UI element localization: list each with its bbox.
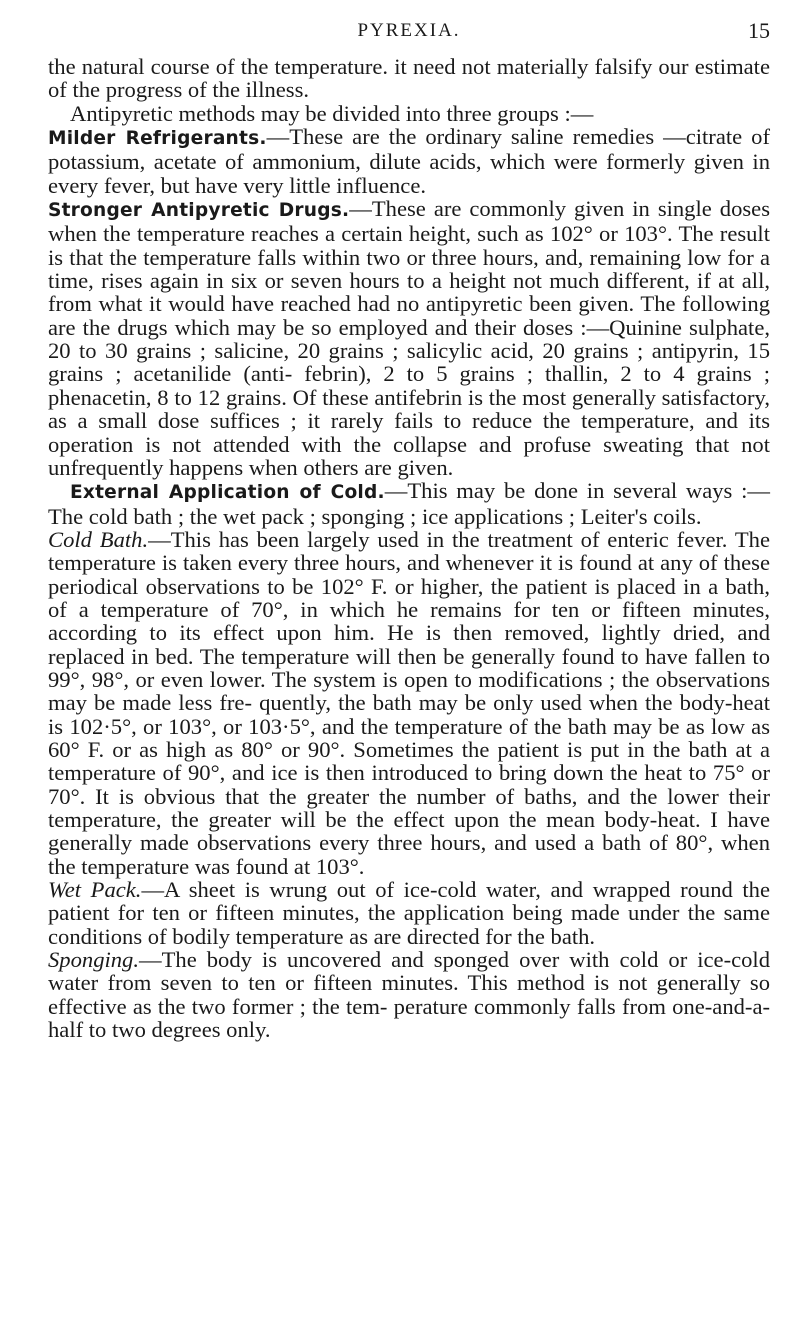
section-text: —This may be done in several ways :—The cold bath ; the wet pack ; sponging ; ice applications ; Leiter's coils.	[48, 478, 770, 529]
section-heading: Milder Refrigerants.	[48, 128, 267, 150]
subsection-sponging	[48, 948, 770, 1041]
section-text: —These are commonly given in single doses when the temperature reaches a certain height, such as 102° or 103°. The result is that the temperature falls within two or three hours, and, remaining low for a time, rises again in six or seven hours to a height not much different, if at all, from what it would have reached had no antipyretic been given. The following are the drugs which may be so employed and their doses :—Quinine sulphate, 20 to 30 grains ; salicine, 20 grains ; salicylic acid, 20 grains ; antipyrin, 15 grains ; acetanilide (anti- febrin), 2 to 5 grains ; thallin, 2 to 4 grains ; phenacetin, 8 to 12 grains. Of these antifebrin is the most generally satisfactory, as a small dose suffices ; it rarely fails to reduce the temperature, and its operation is not attended with the collapse and profuse sweating that not unfrequently happens when others are given.	[48, 196, 770, 480]
paragraph-text: the natural course of the temperature. it need not materially falsify our estimate of the progress of the illness.	[48, 54, 770, 103]
running-head	[48, 18, 770, 48]
paragraph-text: Antipyretic methods may be divided into three groups :—	[70, 100, 594, 126]
section-heading: Stronger Antipyretic Drugs.	[48, 200, 350, 222]
subsection-heading: Sponging.	[48, 947, 140, 973]
section-external-application-of-cold	[48, 479, 770, 528]
subsection-cold-bath	[48, 528, 770, 878]
subsection-text: —The body is uncovered and sponged over with cold or ice-cold water from seven to ten or fifteen minutes. This method is not generally so effective as the two former ; the tem- perature commonly falls from one-and-a-half to two degrees only.	[48, 947, 770, 1043]
section-milder-refrigerants	[48, 125, 770, 197]
page-number: 15	[748, 18, 770, 43]
subsection-wet-pack	[48, 878, 770, 948]
subsection-text: —A sheet is wrung out of ice-cold water, and wrapped round the patient for ten or fifteen minutes, the application being made under the same conditions of bodily temperature as are directed for the bath.	[48, 877, 770, 949]
text-body	[48, 55, 770, 1041]
subsection-text: —This has been largely used in the treatment of enteric fever. The temperature is taken every three hours, and whenever it is found at any of these periodical observations to be 102° F. or higher, the patient is placed in a bath, of a temperature of 70°, in which he remains for ten or fifteen minutes, according to its effect upon him. He is then removed, lightly dried, and replaced in bed. The temperature will then be generally found to have fallen to 99°, 98°, or even lower. The system is open to modifications ; the observations may be made less fre- quently, the bath may be only used when the body-heat is 102·5°, or 103°, or 103·5°, and the temperature of the bath may be as low as 60° F. or as high as 80° or 90°. Sometimes the patient is put in the bath at a temperature of 90°, and ice is then introduced to bring down the heat to 75° or 70°. It is obvious that the greater the number of baths, and the lower their temperature, the greater will be the effect upon the mean body-heat. I have generally made observations every three hours, and used a bath of 80°, when the temperature was found at 103°.	[48, 526, 770, 879]
section-stronger-antipyretic-drugs	[48, 197, 770, 479]
paragraph-intro	[48, 102, 770, 125]
subsection-heading: Wet Pack.	[48, 877, 142, 903]
subsection-heading: Cold Bath.	[48, 526, 149, 552]
running-title: PYREXIA.	[357, 20, 461, 41]
section-text: —These are the ordinary saline remedies —citrate of potassium, acetate of ammonium, dilute acids, which were formerly given in every fever, but have very little influence.	[48, 124, 770, 198]
section-heading: External Application of Cold.	[70, 482, 385, 504]
paragraph-continuation	[48, 55, 770, 102]
